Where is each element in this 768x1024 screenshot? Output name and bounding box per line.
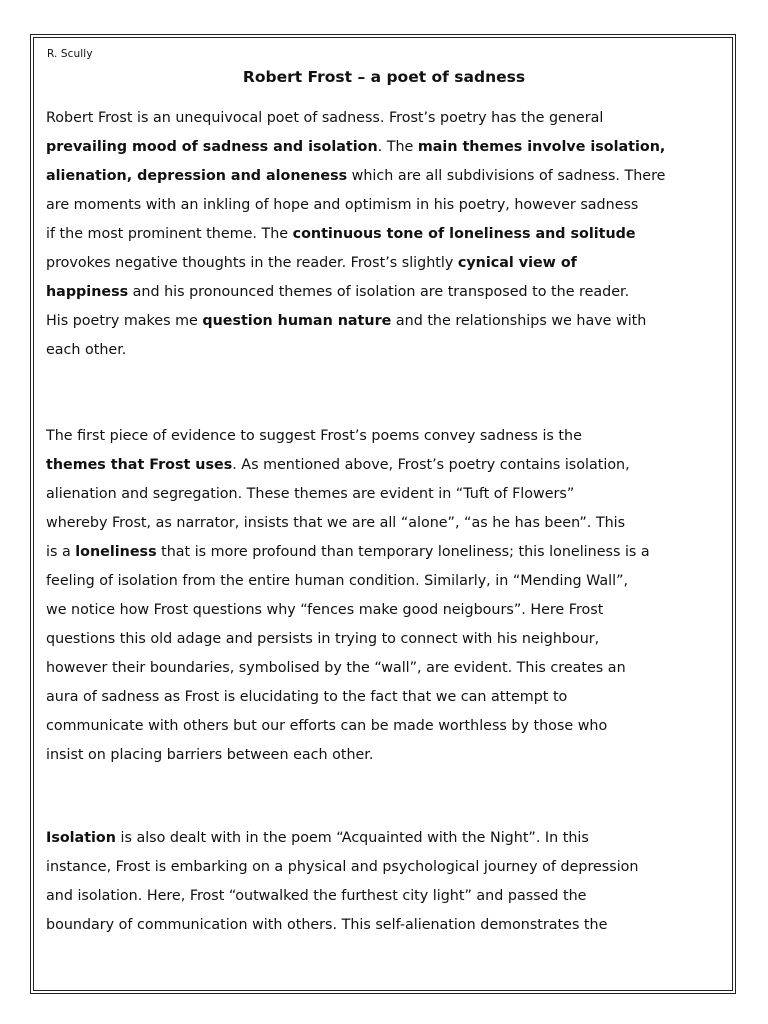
text-line: Robert Frost is an unequivocal poet of sadness. Frost’s poetry has the general [46, 110, 604, 126]
text-line: questions this old adage and persists in trying to connect with his neighbour, [46, 631, 600, 647]
author-name: R. Scully [47, 48, 93, 60]
paragraph-isolation [46, 824, 726, 940]
text-line: whereby Frost, as narrator, insists that we are all “alone”, “as he has been”. This [46, 515, 626, 531]
text-line: communicate with others but our efforts can be made worthless by those who [46, 718, 608, 734]
bold-phrase: Isolation [46, 830, 116, 846]
bold-phrase: question human nature [202, 313, 392, 329]
text-span: is a [46, 544, 76, 560]
bold-phrase: themes that Frost uses [46, 457, 233, 473]
text-line [46, 451, 726, 480]
text-line: are moments with an inkling of hope and optimism in his poetry, however sadness [46, 197, 639, 213]
text-line: alienation and segregation. These themes are evident in “Tuft of Flowers” [46, 486, 575, 502]
text-span: . As mentioned above, Frost’s poetry contains isolation, [232, 457, 630, 473]
text-span: that is more profound than temporary loneliness; this loneliness is a [156, 544, 650, 560]
text-line [46, 307, 726, 336]
page-title: Robert Frost – a poet of sadness [242, 68, 526, 86]
text-line: each other. [46, 342, 127, 358]
text-span: and his pronounced themes of isolation are transposed to the reader. [128, 284, 630, 300]
text-line: The first piece of evidence to suggest Frost’s poems convey sadness is the [46, 428, 582, 444]
bold-phrase: alienation, depression and aloneness [46, 168, 348, 184]
text-line [46, 824, 726, 853]
text-span: and the relationships we have with [391, 313, 647, 329]
text-span: which are all subdivisions of sadness. There [347, 168, 666, 184]
text-line [46, 220, 726, 249]
text-span: is also dealt with in the poem “Acquainted with the Night”. In this [115, 830, 589, 846]
text-line [46, 278, 726, 307]
text-span: His poetry makes me [46, 313, 203, 329]
text-line [46, 162, 726, 191]
text-span: . The [377, 139, 418, 155]
bold-phrase: happiness [46, 284, 129, 300]
text-span: if the most prominent theme. The [46, 226, 293, 242]
bold-phrase: cynical view of [457, 255, 577, 271]
text-line [46, 133, 726, 162]
text-line: and isolation. Here, Frost “outwalked the furthest city light” and passed the [46, 888, 587, 904]
bold-phrase: main themes involve isolation, [417, 139, 666, 155]
text-line: instance, Frost is embarking on a physical and psychological journey of depression [46, 859, 639, 875]
text-line [46, 249, 726, 278]
text-line: however their boundaries, symbolised by the “wall”, are evident. This creates an [46, 660, 626, 676]
text-line: we notice how Frost questions why “fences make good neigbours”. Here Frost [46, 602, 604, 618]
paragraph-evidence-themes [46, 422, 726, 770]
text-line: insist on placing barriers between each other. [46, 747, 374, 763]
bold-phrase: loneliness [75, 544, 157, 560]
text-line: boundary of communication with others. This self-alienation demonstrates the [46, 917, 608, 933]
paragraph-intro [46, 104, 726, 365]
text-line: feeling of isolation from the entire human condition. Similarly, in “Mending Wall”, [46, 573, 629, 589]
bold-phrase: prevailing mood of sadness and isolation [46, 139, 378, 155]
text-line: aura of sadness as Frost is elucidating to the fact that we can attempt to [46, 689, 568, 705]
bold-phrase: continuous tone of loneliness and solitude [292, 226, 636, 242]
text-line [46, 538, 726, 567]
text-span: provokes negative thoughts in the reader. Frost’s slightly [46, 255, 458, 271]
